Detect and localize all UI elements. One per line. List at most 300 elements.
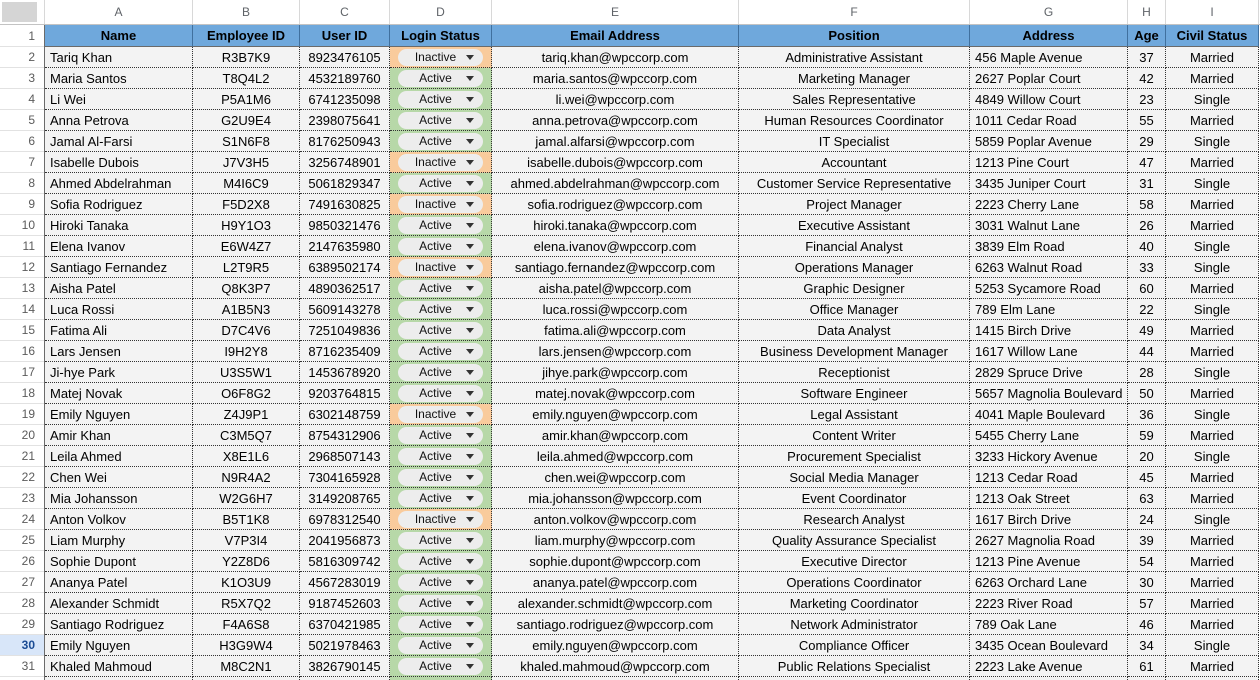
login-status-dropdown[interactable] <box>398 196 483 213</box>
cell-r29-login_status[interactable] <box>390 614 492 635</box>
cell-r23-employee_id[interactable]: W2G6H7 <box>193 488 300 509</box>
login-status-dropdown[interactable] <box>398 133 483 150</box>
cell-r12-civil_status[interactable]: Single <box>1166 257 1259 278</box>
cell-r20-name[interactable]: Amir Khan <box>45 425 193 446</box>
cell-r16-age[interactable]: 44 <box>1128 341 1166 362</box>
cell-r26-login_status[interactable] <box>390 551 492 572</box>
cell-r31-age[interactable]: 61 <box>1128 656 1166 677</box>
cell-r10-user_id[interactable]: 9850321476 <box>300 215 390 236</box>
cell-r8-user_id[interactable]: 5061829347 <box>300 173 390 194</box>
cell-r22-email[interactable]: chen.wei@wpccorp.com <box>492 467 739 488</box>
cell-r12-user_id[interactable]: 6389502174 <box>300 257 390 278</box>
cell-r4-login_status[interactable] <box>390 89 492 110</box>
cell-r19-login_status[interactable] <box>390 404 492 425</box>
cell-r9-age[interactable]: 58 <box>1128 194 1166 215</box>
cell-r27-login_status[interactable] <box>390 572 492 593</box>
cell-r12-email[interactable]: santiago.fernandez@wpccorp.com <box>492 257 739 278</box>
cell-r28-address[interactable]: 2223 River Road <box>970 593 1128 614</box>
cell-r29-age[interactable]: 46 <box>1128 614 1166 635</box>
cell-r16-email[interactable]: lars.jensen@wpccorp.com <box>492 341 739 362</box>
row-number-1[interactable]: 1 <box>0 25 44 47</box>
cell-r29-employee_id[interactable]: F4A6S8 <box>193 614 300 635</box>
login-status-dropdown[interactable] <box>398 280 483 297</box>
cell-r3-name[interactable]: Maria Santos <box>45 68 193 89</box>
cell-r18-user_id[interactable]: 9203764815 <box>300 383 390 404</box>
cell-r7-login_status[interactable] <box>390 152 492 173</box>
cell-r21-login_status[interactable] <box>390 446 492 467</box>
row-number-29[interactable]: 29 <box>0 614 44 635</box>
row-number-17[interactable]: 17 <box>0 362 44 383</box>
cell-r12-address[interactable]: 6263 Walnut Road <box>970 257 1128 278</box>
row-number-12[interactable]: 12 <box>0 257 44 278</box>
cell-r30-user_id[interactable]: 5021978463 <box>300 635 390 656</box>
cell-r12-position[interactable]: Operations Manager <box>739 257 970 278</box>
cell-r31-address[interactable]: 2223 Lake Avenue <box>970 656 1128 677</box>
cell-r22-name[interactable]: Chen Wei <box>45 467 193 488</box>
cell-r25-name[interactable]: Liam Murphy <box>45 530 193 551</box>
row-number-20[interactable]: 20 <box>0 425 44 446</box>
cell-r5-user_id[interactable]: 2398075641 <box>300 110 390 131</box>
row-number-25[interactable]: 25 <box>0 530 44 551</box>
login-status-dropdown[interactable] <box>398 553 483 570</box>
row-number-14[interactable]: 14 <box>0 299 44 320</box>
row-number-15[interactable]: 15 <box>0 320 44 341</box>
row-number-18[interactable]: 18 <box>0 383 44 404</box>
login-status-dropdown[interactable] <box>398 658 483 675</box>
row-number-19[interactable]: 19 <box>0 404 44 425</box>
cell-r7-address[interactable]: 1213 Pine Court <box>970 152 1128 173</box>
cell-r21-employee_id[interactable]: X8E1L6 <box>193 446 300 467</box>
login-status-dropdown[interactable] <box>398 616 483 633</box>
cell-r24-position[interactable]: Research Analyst <box>739 509 970 530</box>
cell-r23-civil_status[interactable]: Married <box>1166 488 1259 509</box>
row-number-6[interactable]: 6 <box>0 131 44 152</box>
cell-r11-employee_id[interactable]: E6W4Z7 <box>193 236 300 257</box>
cell-r14-user_id[interactable]: 5609143278 <box>300 299 390 320</box>
cell-r28-name[interactable]: Alexander Schmidt <box>45 593 193 614</box>
cell-r8-employee_id[interactable]: M4I6C9 <box>193 173 300 194</box>
cell-r13-employee_id[interactable]: Q8K3P7 <box>193 278 300 299</box>
row-number-11[interactable]: 11 <box>0 236 44 257</box>
cell-r19-name[interactable]: Emily Nguyen <box>45 404 193 425</box>
cell-r10-age[interactable]: 26 <box>1128 215 1166 236</box>
row-number-5[interactable]: 5 <box>0 110 44 131</box>
cell-r9-employee_id[interactable]: F5D2X8 <box>193 194 300 215</box>
cell-r5-age[interactable]: 55 <box>1128 110 1166 131</box>
cell-r24-user_id[interactable]: 6978312540 <box>300 509 390 530</box>
row-number-22[interactable]: 22 <box>0 467 44 488</box>
cell-r17-address[interactable]: 2829 Spruce Drive <box>970 362 1128 383</box>
cell-r10-login_status[interactable] <box>390 215 492 236</box>
cell-r3-login_status[interactable] <box>390 68 492 89</box>
cell-r4-age[interactable]: 23 <box>1128 89 1166 110</box>
cell-r17-employee_id[interactable]: U3S5W1 <box>193 362 300 383</box>
login-status-dropdown[interactable] <box>398 574 483 591</box>
cell-r21-age[interactable]: 20 <box>1128 446 1166 467</box>
cell-r2-age[interactable]: 37 <box>1128 47 1166 68</box>
cell-r14-name[interactable]: Luca Rossi <box>45 299 193 320</box>
cell-r17-name[interactable]: Ji-hye Park <box>45 362 193 383</box>
login-status-dropdown[interactable] <box>398 511 483 528</box>
login-status-dropdown[interactable] <box>398 364 483 381</box>
cell-r4-employee_id[interactable]: P5A1M6 <box>193 89 300 110</box>
cell-r31-position[interactable]: Public Relations Specialist <box>739 656 970 677</box>
cell-r6-civil_status[interactable]: Single <box>1166 131 1259 152</box>
cell-r19-civil_status[interactable]: Single <box>1166 404 1259 425</box>
login-status-dropdown[interactable] <box>398 322 483 339</box>
row-number-24[interactable]: 24 <box>0 509 44 530</box>
cell-r30-login_status[interactable] <box>390 635 492 656</box>
cell-r21-position[interactable]: Procurement Specialist <box>739 446 970 467</box>
column-letter-G[interactable]: G <box>970 0 1128 24</box>
cell-r27-employee_id[interactable]: K1O3U9 <box>193 572 300 593</box>
cell-r4-address[interactable]: 4849 Willow Court <box>970 89 1128 110</box>
cell-r12-name[interactable]: Santiago Fernandez <box>45 257 193 278</box>
cell-r29-name[interactable]: Santiago Rodriguez <box>45 614 193 635</box>
cell-r23-position[interactable]: Event Coordinator <box>739 488 970 509</box>
cell-r16-civil_status[interactable]: Married <box>1166 341 1259 362</box>
cell-r21-user_id[interactable]: 2968507143 <box>300 446 390 467</box>
cell-r28-email[interactable]: alexander.schmidt@wpccorp.com <box>492 593 739 614</box>
cell-r22-user_id[interactable]: 7304165928 <box>300 467 390 488</box>
cell-r29-position[interactable]: Network Administrator <box>739 614 970 635</box>
cell-r11-user_id[interactable]: 2147635980 <box>300 236 390 257</box>
login-status-dropdown[interactable] <box>398 448 483 465</box>
cell-r28-login_status[interactable] <box>390 593 492 614</box>
cell-r2-name[interactable]: Tariq Khan <box>45 47 193 68</box>
cell-r11-age[interactable]: 40 <box>1128 236 1166 257</box>
cell-r17-email[interactable]: jihye.park@wpccorp.com <box>492 362 739 383</box>
cell-r24-address[interactable]: 1617 Birch Drive <box>970 509 1128 530</box>
cell-r4-user_id[interactable]: 6741235098 <box>300 89 390 110</box>
cell-r17-user_id[interactable]: 1453678920 <box>300 362 390 383</box>
cell-r23-login_status[interactable] <box>390 488 492 509</box>
cell-r12-login_status[interactable] <box>390 257 492 278</box>
cell-r2-login_status[interactable] <box>390 47 492 68</box>
header-login_status[interactable]: Login Status <box>390 25 492 47</box>
cell-r29-address[interactable]: 789 Oak Lane <box>970 614 1128 635</box>
cell-r8-civil_status[interactable]: Single <box>1166 173 1259 194</box>
cell-r30-address[interactable]: 3435 Ocean Boulevard <box>970 635 1128 656</box>
column-letter-B[interactable]: B <box>193 0 300 24</box>
cell-r2-civil_status[interactable]: Married <box>1166 47 1259 68</box>
column-letter-F[interactable]: F <box>739 0 970 24</box>
cell-r5-position[interactable]: Human Resources Coordinator <box>739 110 970 131</box>
cell-r3-employee_id[interactable]: T8Q4L2 <box>193 68 300 89</box>
cell-r27-user_id[interactable]: 4567283019 <box>300 572 390 593</box>
cell-r19-address[interactable]: 4041 Maple Boulevard <box>970 404 1128 425</box>
cell-r18-address[interactable]: 5657 Magnolia Boulevard <box>970 383 1128 404</box>
cell-r3-civil_status[interactable]: Married <box>1166 68 1259 89</box>
header-position[interactable]: Position <box>739 25 970 47</box>
cell-r9-address[interactable]: 2223 Cherry Lane <box>970 194 1128 215</box>
cell-r11-login_status[interactable] <box>390 236 492 257</box>
cell-r16-employee_id[interactable]: I9H2Y8 <box>193 341 300 362</box>
cell-r7-position[interactable]: Accountant <box>739 152 970 173</box>
cell-r7-user_id[interactable]: 3256748901 <box>300 152 390 173</box>
cell-r14-employee_id[interactable]: A1B5N3 <box>193 299 300 320</box>
cell-r26-user_id[interactable]: 5816309742 <box>300 551 390 572</box>
cell-r23-email[interactable]: mia.johansson@wpccorp.com <box>492 488 739 509</box>
cell-r14-email[interactable]: luca.rossi@wpccorp.com <box>492 299 739 320</box>
header-name[interactable]: Name <box>45 25 193 47</box>
column-letter-I[interactable]: I <box>1166 0 1259 24</box>
cell-r27-age[interactable]: 30 <box>1128 572 1166 593</box>
cell-r15-position[interactable]: Data Analyst <box>739 320 970 341</box>
cell-r13-position[interactable]: Graphic Designer <box>739 278 970 299</box>
cell-r10-email[interactable]: hiroki.tanaka@wpccorp.com <box>492 215 739 236</box>
row-number-30[interactable]: 30 <box>0 635 44 656</box>
cell-r28-age[interactable]: 57 <box>1128 593 1166 614</box>
row-number-26[interactable]: 26 <box>0 551 44 572</box>
cell-r18-name[interactable]: Matej Novak <box>45 383 193 404</box>
cell-r4-position[interactable]: Sales Representative <box>739 89 970 110</box>
cell-r28-user_id[interactable]: 9187452603 <box>300 593 390 614</box>
cell-r25-civil_status[interactable]: Married <box>1166 530 1259 551</box>
cell-r3-age[interactable]: 42 <box>1128 68 1166 89</box>
cell-r18-employee_id[interactable]: O6F8G2 <box>193 383 300 404</box>
cell-r6-email[interactable]: jamal.alfarsi@wpccorp.com <box>492 131 739 152</box>
cell-r18-login_status[interactable] <box>390 383 492 404</box>
cell-r13-address[interactable]: 5253 Sycamore Road <box>970 278 1128 299</box>
row-number-7[interactable]: 7 <box>0 152 44 173</box>
row-number-4[interactable]: 4 <box>0 89 44 110</box>
cell-r2-email[interactable]: tariq.khan@wpccorp.com <box>492 47 739 68</box>
cell-r31-name[interactable]: Khaled Mahmoud <box>45 656 193 677</box>
cell-r17-position[interactable]: Receptionist <box>739 362 970 383</box>
cell-r16-address[interactable]: 1617 Willow Lane <box>970 341 1128 362</box>
cell-r15-employee_id[interactable]: D7C4V6 <box>193 320 300 341</box>
login-status-dropdown[interactable] <box>398 427 483 444</box>
cell-r9-login_status[interactable] <box>390 194 492 215</box>
cell-r23-user_id[interactable]: 3149208765 <box>300 488 390 509</box>
cell-r9-user_id[interactable]: 7491630825 <box>300 194 390 215</box>
cell-r10-position[interactable]: Executive Assistant <box>739 215 970 236</box>
cell-r24-login_status[interactable] <box>390 509 492 530</box>
cell-r19-age[interactable]: 36 <box>1128 404 1166 425</box>
cell-r25-age[interactable]: 39 <box>1128 530 1166 551</box>
cell-r23-name[interactable]: Mia Johansson <box>45 488 193 509</box>
cell-r9-email[interactable]: sofia.rodriguez@wpccorp.com <box>492 194 739 215</box>
login-status-dropdown[interactable] <box>398 469 483 486</box>
cell-r20-user_id[interactable]: 8754312906 <box>300 425 390 446</box>
cell-r21-address[interactable]: 3233 Hickory Avenue <box>970 446 1128 467</box>
login-status-dropdown[interactable] <box>398 532 483 549</box>
login-status-dropdown[interactable] <box>398 112 483 129</box>
cell-r6-user_id[interactable]: 8176250943 <box>300 131 390 152</box>
cell-r9-position[interactable]: Project Manager <box>739 194 970 215</box>
row-number-9[interactable]: 9 <box>0 194 44 215</box>
cell-r16-name[interactable]: Lars Jensen <box>45 341 193 362</box>
login-status-dropdown[interactable] <box>398 175 483 192</box>
cell-r3-address[interactable]: 2627 Poplar Court <box>970 68 1128 89</box>
row-number-2[interactable]: 2 <box>0 47 44 68</box>
cell-r13-name[interactable]: Aisha Patel <box>45 278 193 299</box>
cell-r14-age[interactable]: 22 <box>1128 299 1166 320</box>
cell-r25-login_status[interactable] <box>390 530 492 551</box>
cell-r6-address[interactable]: 5859 Poplar Avenue <box>970 131 1128 152</box>
select-all-corner[interactable] <box>0 0 44 24</box>
login-status-dropdown[interactable] <box>398 217 483 234</box>
column-letter-A[interactable]: A <box>45 0 193 24</box>
cell-r17-civil_status[interactable]: Single <box>1166 362 1259 383</box>
cell-r21-name[interactable]: Leila Ahmed <box>45 446 193 467</box>
cell-r2-position[interactable]: Administrative Assistant <box>739 47 970 68</box>
cell-r26-position[interactable]: Executive Director <box>739 551 970 572</box>
cell-r4-name[interactable]: Li Wei <box>45 89 193 110</box>
header-age[interactable]: Age <box>1128 25 1166 47</box>
header-user_id[interactable]: User ID <box>300 25 390 47</box>
cell-r6-employee_id[interactable]: S1N6F8 <box>193 131 300 152</box>
cell-r30-employee_id[interactable]: H3G9W4 <box>193 635 300 656</box>
cell-r22-position[interactable]: Social Media Manager <box>739 467 970 488</box>
login-status-dropdown[interactable] <box>398 91 483 108</box>
cell-r25-employee_id[interactable]: V7P3I4 <box>193 530 300 551</box>
cell-r11-position[interactable]: Financial Analyst <box>739 236 970 257</box>
cell-r31-login_status[interactable] <box>390 656 492 677</box>
cell-r6-name[interactable]: Jamal Al-Farsi <box>45 131 193 152</box>
cell-r25-user_id[interactable]: 2041956873 <box>300 530 390 551</box>
cell-r14-address[interactable]: 789 Elm Lane <box>970 299 1128 320</box>
cell-r4-civil_status[interactable]: Single <box>1166 89 1259 110</box>
cell-r28-position[interactable]: Marketing Coordinator <box>739 593 970 614</box>
login-status-dropdown[interactable] <box>398 637 483 654</box>
cell-r24-employee_id[interactable]: B5T1K8 <box>193 509 300 530</box>
cell-r24-civil_status[interactable]: Single <box>1166 509 1259 530</box>
cell-r20-age[interactable]: 59 <box>1128 425 1166 446</box>
cell-r3-position[interactable]: Marketing Manager <box>739 68 970 89</box>
header-address[interactable]: Address <box>970 25 1128 47</box>
login-status-dropdown[interactable] <box>398 49 483 66</box>
cell-r28-civil_status[interactable]: Married <box>1166 593 1259 614</box>
cell-r15-name[interactable]: Fatima Ali <box>45 320 193 341</box>
cell-r14-login_status[interactable] <box>390 299 492 320</box>
cell-r5-login_status[interactable] <box>390 110 492 131</box>
cell-r21-email[interactable]: leila.ahmed@wpccorp.com <box>492 446 739 467</box>
cell-r23-age[interactable]: 63 <box>1128 488 1166 509</box>
cell-r22-employee_id[interactable]: N9R4A2 <box>193 467 300 488</box>
cell-r18-email[interactable]: matej.novak@wpccorp.com <box>492 383 739 404</box>
cell-r17-age[interactable]: 28 <box>1128 362 1166 383</box>
cell-r16-login_status[interactable] <box>390 341 492 362</box>
cell-r7-name[interactable]: Isabelle Dubois <box>45 152 193 173</box>
cell-r22-login_status[interactable] <box>390 467 492 488</box>
cell-r8-address[interactable]: 3435 Juniper Court <box>970 173 1128 194</box>
row-number-23[interactable]: 23 <box>0 488 44 509</box>
cell-r8-position[interactable]: Customer Service Representative <box>739 173 970 194</box>
cell-r8-email[interactable]: ahmed.abdelrahman@wpccorp.com <box>492 173 739 194</box>
cell-r20-email[interactable]: amir.khan@wpccorp.com <box>492 425 739 446</box>
row-number-21[interactable]: 21 <box>0 446 44 467</box>
login-status-dropdown[interactable] <box>398 595 483 612</box>
row-number-28[interactable]: 28 <box>0 593 44 614</box>
row-number-31[interactable]: 31 <box>0 656 44 677</box>
cell-r27-email[interactable]: ananya.patel@wpccorp.com <box>492 572 739 593</box>
cell-r19-email[interactable]: emily.nguyen@wpccorp.com <box>492 404 739 425</box>
cell-r8-age[interactable]: 31 <box>1128 173 1166 194</box>
cell-r7-email[interactable]: isabelle.dubois@wpccorp.com <box>492 152 739 173</box>
cell-r13-email[interactable]: aisha.patel@wpccorp.com <box>492 278 739 299</box>
cell-r27-position[interactable]: Operations Coordinator <box>739 572 970 593</box>
cell-r6-age[interactable]: 29 <box>1128 131 1166 152</box>
cell-r2-user_id[interactable]: 8923476105 <box>300 47 390 68</box>
cell-r10-employee_id[interactable]: H9Y1O3 <box>193 215 300 236</box>
cell-r5-email[interactable]: anna.petrova@wpccorp.com <box>492 110 739 131</box>
cell-r16-position[interactable]: Business Development Manager <box>739 341 970 362</box>
cell-r11-address[interactable]: 3839 Elm Road <box>970 236 1128 257</box>
column-letter-D[interactable]: D <box>390 0 492 24</box>
login-status-dropdown[interactable] <box>398 385 483 402</box>
cell-r6-position[interactable]: IT Specialist <box>739 131 970 152</box>
cell-r15-user_id[interactable]: 7251049836 <box>300 320 390 341</box>
cell-r13-age[interactable]: 60 <box>1128 278 1166 299</box>
cell-r11-civil_status[interactable]: Single <box>1166 236 1259 257</box>
cell-r24-email[interactable]: anton.volkov@wpccorp.com <box>492 509 739 530</box>
login-status-dropdown[interactable] <box>398 70 483 87</box>
cell-r3-email[interactable]: maria.santos@wpccorp.com <box>492 68 739 89</box>
cell-r15-email[interactable]: fatima.ali@wpccorp.com <box>492 320 739 341</box>
cell-r22-address[interactable]: 1213 Cedar Road <box>970 467 1128 488</box>
header-employee_id[interactable]: Employee ID <box>193 25 300 47</box>
row-number-27[interactable]: 27 <box>0 572 44 593</box>
cell-r5-address[interactable]: 1011 Cedar Road <box>970 110 1128 131</box>
row-number-8[interactable]: 8 <box>0 173 44 194</box>
cell-r12-age[interactable]: 33 <box>1128 257 1166 278</box>
cell-r13-login_status[interactable] <box>390 278 492 299</box>
column-letter-C[interactable]: C <box>300 0 390 24</box>
cell-r31-user_id[interactable]: 3826790145 <box>300 656 390 677</box>
cell-r2-address[interactable]: 456 Maple Avenue <box>970 47 1128 68</box>
cell-r11-name[interactable]: Elena Ivanov <box>45 236 193 257</box>
cell-r2-employee_id[interactable]: R3B7K9 <box>193 47 300 68</box>
login-status-dropdown[interactable] <box>398 259 483 276</box>
cell-r30-civil_status[interactable]: Single <box>1166 635 1259 656</box>
cell-r29-user_id[interactable]: 6370421985 <box>300 614 390 635</box>
row-number-13[interactable]: 13 <box>0 278 44 299</box>
cell-r21-civil_status[interactable]: Single <box>1166 446 1259 467</box>
cell-r18-position[interactable]: Software Engineer <box>739 383 970 404</box>
row-number-3[interactable]: 3 <box>0 68 44 89</box>
cell-r13-civil_status[interactable]: Married <box>1166 278 1259 299</box>
cell-r13-user_id[interactable]: 4890362517 <box>300 278 390 299</box>
cell-r25-email[interactable]: liam.murphy@wpccorp.com <box>492 530 739 551</box>
cell-r7-employee_id[interactable]: J7V3H5 <box>193 152 300 173</box>
cell-r26-civil_status[interactable]: Married <box>1166 551 1259 572</box>
cell-r29-email[interactable]: santiago.rodriguez@wpccorp.com <box>492 614 739 635</box>
cell-r27-civil_status[interactable]: Married <box>1166 572 1259 593</box>
cell-r26-name[interactable]: Sophie Dupont <box>45 551 193 572</box>
cell-r14-position[interactable]: Office Manager <box>739 299 970 320</box>
cell-r16-user_id[interactable]: 8716235409 <box>300 341 390 362</box>
cell-r19-employee_id[interactable]: Z4J9P1 <box>193 404 300 425</box>
login-status-dropdown[interactable] <box>398 301 483 318</box>
login-status-dropdown[interactable] <box>398 490 483 507</box>
cell-r20-address[interactable]: 5455 Cherry Lane <box>970 425 1128 446</box>
header-civil_status[interactable]: Civil Status <box>1166 25 1259 47</box>
cell-r25-address[interactable]: 2627 Magnolia Road <box>970 530 1128 551</box>
row-number-10[interactable]: 10 <box>0 215 44 236</box>
cell-r5-civil_status[interactable]: Married <box>1166 110 1259 131</box>
cell-r15-address[interactable]: 1415 Birch Drive <box>970 320 1128 341</box>
cell-r17-login_status[interactable] <box>390 362 492 383</box>
cell-r18-age[interactable]: 50 <box>1128 383 1166 404</box>
cell-r22-civil_status[interactable]: Married <box>1166 467 1259 488</box>
cell-r20-login_status[interactable] <box>390 425 492 446</box>
cell-r26-email[interactable]: sophie.dupont@wpccorp.com <box>492 551 739 572</box>
cell-r12-employee_id[interactable]: L2T9R5 <box>193 257 300 278</box>
cell-r10-civil_status[interactable]: Married <box>1166 215 1259 236</box>
cell-r7-age[interactable]: 47 <box>1128 152 1166 173</box>
